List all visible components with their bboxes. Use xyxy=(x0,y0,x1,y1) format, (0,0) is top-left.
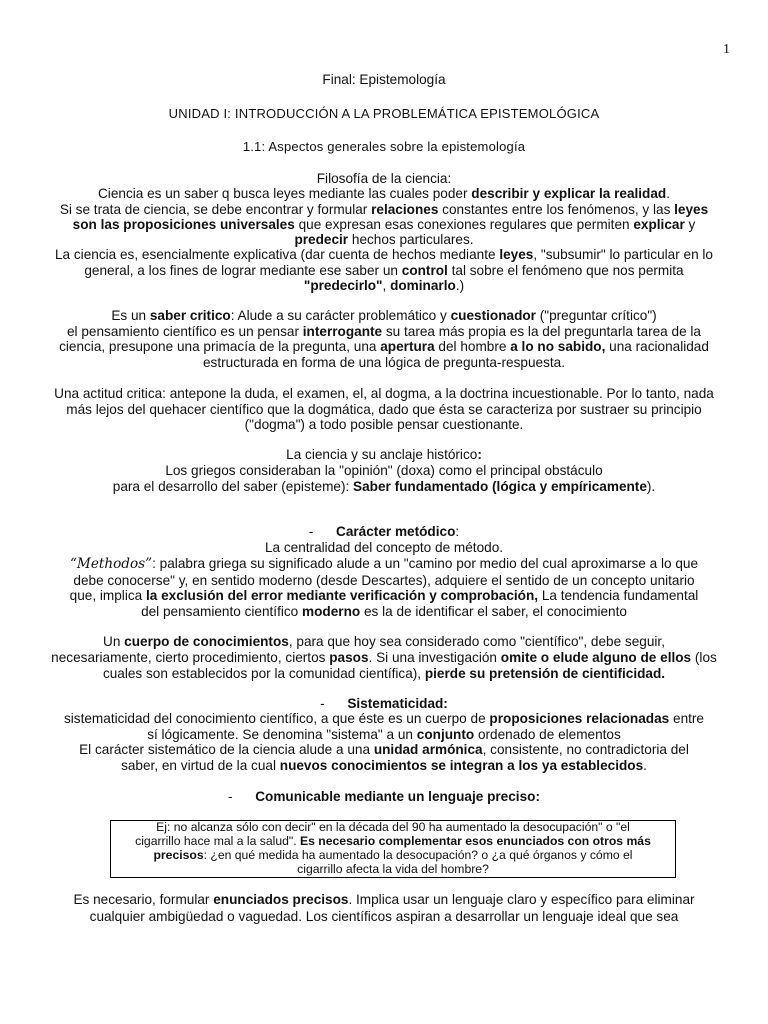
paragraph-line: Una actitud critica: antepone la duda, el examen, el, al dogma, a la doctrina incuestionable. Por lo tanto, nada xyxy=(54,386,714,401)
example-line: precisos: ¿en qué medida ha aumentado la desocupación? o ¿a qué órganos y cómo el xyxy=(153,848,633,862)
paragraph-line: necesariamente, cierto procedimiento, ciertos pasos. Si una investigación omite o elude alguno de ellos (los xyxy=(51,650,717,665)
paragraph-line: La ciencia es, esencialmente explicativa (dar cuenta de hechos mediante leyes, "subsumir" lo particular en lo xyxy=(54,247,713,262)
paragraph-line: general, a los fines de lograr mediante ese saber un control tal sobre el fenómeno que nos permita xyxy=(84,263,684,278)
paragraph-line: "predecirlo", dominarlo.) xyxy=(303,278,465,293)
paragraph-line: Un cuerpo de conocimientos, para que hoy sea considerado como "científico", debe seguir, xyxy=(103,634,665,649)
bullet-heading-comunicable: - Comunicable mediante un lenguaje preciso: xyxy=(228,789,540,804)
paragraph-line: sí lógicamente. Se denomina "sistema" a un conjunto ordenado de elementos xyxy=(147,727,621,742)
subheading-filosofia: Filosofía de la ciencia: xyxy=(316,171,452,186)
paragraph-line: el pensamiento científico es un pensar interrogante su tarea más propia es la del preguntarla tarea de la xyxy=(67,324,701,339)
document-title: Final: Epistemología xyxy=(322,72,446,87)
example-line: Ej: no alcanza sólo con decir" en la década del 90 ha aumentado la desocupación" o "el xyxy=(156,820,630,834)
example-line: cigarrillo hace mal a la salud". Es necesario complementar esos enunciados con otros más xyxy=(135,834,651,848)
paragraph-line: Es necesario, formular enunciados precisos. Implica usar un lenguaje claro y específico para eliminar xyxy=(73,892,695,907)
paragraph-line: son las proposiciones universales que expresan esas conexiones regulares que permiten explicar y xyxy=(72,217,696,232)
paragraph-line: sistematicidad del conocimiento científico, a que éste es un cuerpo de proposiciones relacionadas entre xyxy=(63,711,704,726)
paragraph-line: estructurada en forma de una lógica de pregunta-respuesta. xyxy=(203,355,565,370)
paragraph-line: ciencia, presupone una primacía de la pregunta, una apertura del hombre a lo no sabido, una racionalidad xyxy=(59,339,709,354)
paragraph-line: debe conocerse" y, en sentido moderno (desde Descartes), adquiere el sentido de un concepto unitario xyxy=(73,573,695,588)
paragraph-line: saber, en virtud de la cual nuevos conocimientos se integran a los ya establecidos. xyxy=(121,758,647,773)
paragraph-line: Ciencia es un saber q busca leyes mediante las cuales poder describir y explicar la realidad. xyxy=(97,186,671,201)
paragraph-line: predecir hechos particulares. xyxy=(294,232,474,247)
paragraph-line: La centralidad del concepto de método. xyxy=(264,540,504,555)
paragraph-line: Es un saber critico: Alude a su carácter problemático y cuestionador ("preguntar crítico") xyxy=(111,308,657,323)
paragraph-line: ("dogma") a todo posible pensar cuestionante. xyxy=(244,417,524,432)
paragraph-line: para el desarrollo del saber (episteme): Saber fundamentado (lógica y empíricamente). xyxy=(112,479,656,494)
bullet-heading-sistematicidad: - Sistematicidad: xyxy=(320,696,448,711)
subheading-anclaje: La ciencia y su anclaje histórico: xyxy=(286,447,482,462)
example-line: cigarrillo afecta la vida del hombre? xyxy=(297,862,489,876)
unit-title: UNIDAD I: INTRODUCCIÓN A LA PROBLEMÁTICA EPISTEMOLÓGICA xyxy=(168,106,600,121)
paragraph-line: más lejos del quehacer científico que la dogmática, dado que ésta se caracteriza por sustraer su principio xyxy=(66,402,702,417)
page-number: 1 xyxy=(723,42,730,57)
paragraph-line: Si se trata de ciencia, se debe encontrar y formular relaciones constantes entre los fenómenos, y las leyes xyxy=(59,202,709,217)
paragraph-line: Los griegos consideraban la "opinión" (doxa) como el principal obstáculo xyxy=(165,463,603,478)
bullet-heading-metodico: - Carácter metódico: xyxy=(308,524,460,539)
paragraph-line: que, implica la exclusión del error mediante verificación y comprobación, La tendencia fundamental xyxy=(69,588,699,603)
section-title: 1.1: Aspectos generales sobre la epistemología xyxy=(242,139,526,154)
paragraph-line: cuales son establecidos por la comunidad científica), pierde su pretensión de cientificidad. xyxy=(102,666,666,681)
paragraph-line: cualquier ambigüedad o vaguedad. Los científicos aspiran a desarrollar un lenguaje ideal que sea xyxy=(89,909,679,924)
paragraph-line: El carácter sistemático de la ciencia alude a una unidad armónica, consistente, no contradictoria del xyxy=(79,742,689,757)
paragraph-line: del pensamiento científico moderno es la de identificar el saber, el conocimiento xyxy=(141,604,627,619)
paragraph-line: “Methodos”: palabra griega su significado alude a un "camino por medio del cual aproximarse a lo que xyxy=(69,556,699,572)
